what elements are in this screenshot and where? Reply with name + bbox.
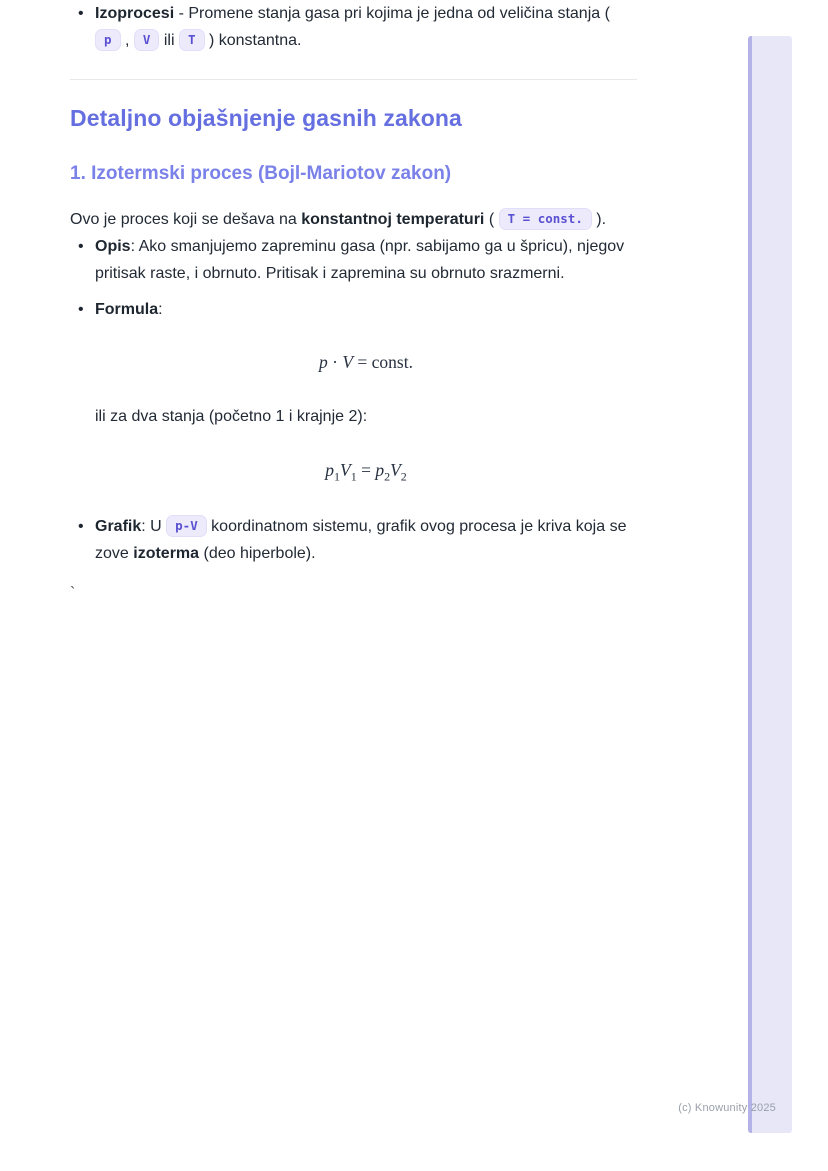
stray-backtick: ` — [70, 585, 76, 602]
list-item — [70, 0, 637, 54]
details-bullet-list — [70, 233, 637, 567]
section-divider — [70, 79, 637, 80]
bullet-icon: • — [78, 238, 84, 255]
bullet-icon: • — [78, 301, 84, 318]
list-item-text: Grafik: U p-V koordinatnom sistemu, grafik ovog procesa je kriva koja se zove izoterma (deo hiperbole). — [95, 518, 626, 562]
inline-code-chip: T = const. — [499, 208, 592, 230]
bullet-icon: • — [78, 5, 84, 22]
inline-code-chip: T — [179, 29, 205, 51]
list-item — [70, 513, 637, 567]
list-item-text: Izoprocesi - Promene stanja gasa pri kojima je jedna od veličina stanja ( p , V ili T ) konstantna. — [95, 5, 610, 49]
list-item-text: Opis: Ako smanjujemo zapreminu gasa (npr. sabijamo ga u špricu), njegov pritisak raste, i obrnuto. Pritisak i zapremina su obrnuto srazmerni. — [95, 238, 625, 282]
inline-code-chip: V — [134, 29, 160, 51]
inline-code-chip: p-V — [166, 515, 207, 537]
section-heading: Detaljno objašnjenje gasnih zakona — [70, 105, 462, 131]
lead-paragraph: Ovo je proces koji se dešava na konstantnoj temperaturi ( T = const. ). — [70, 206, 637, 233]
list-item — [70, 296, 637, 484]
scrollbar-thumb[interactable] — [748, 36, 792, 1133]
bullet-icon: • — [78, 518, 84, 535]
document-page — [70, 0, 637, 607]
list-item — [70, 233, 637, 287]
inline-code-chip: p — [95, 29, 121, 51]
subsection-heading: 1. Izotermski proces (Bojl-Mariotov zakon) — [70, 163, 452, 184]
formula-connector-text: ili za dva stanja (početno 1 i krajnje 2): — [95, 408, 368, 425]
list-item-text: Formula: — [95, 301, 163, 318]
math-formula-pv-const: p · V = const. — [319, 352, 413, 372]
copyright-footer: (c) Knowunity 2025 — [678, 1102, 776, 1114]
math-formula-two-states: $p_1V_1 = p_2V_2$ — [325, 460, 407, 484]
intro-bullet-list — [70, 0, 637, 54]
